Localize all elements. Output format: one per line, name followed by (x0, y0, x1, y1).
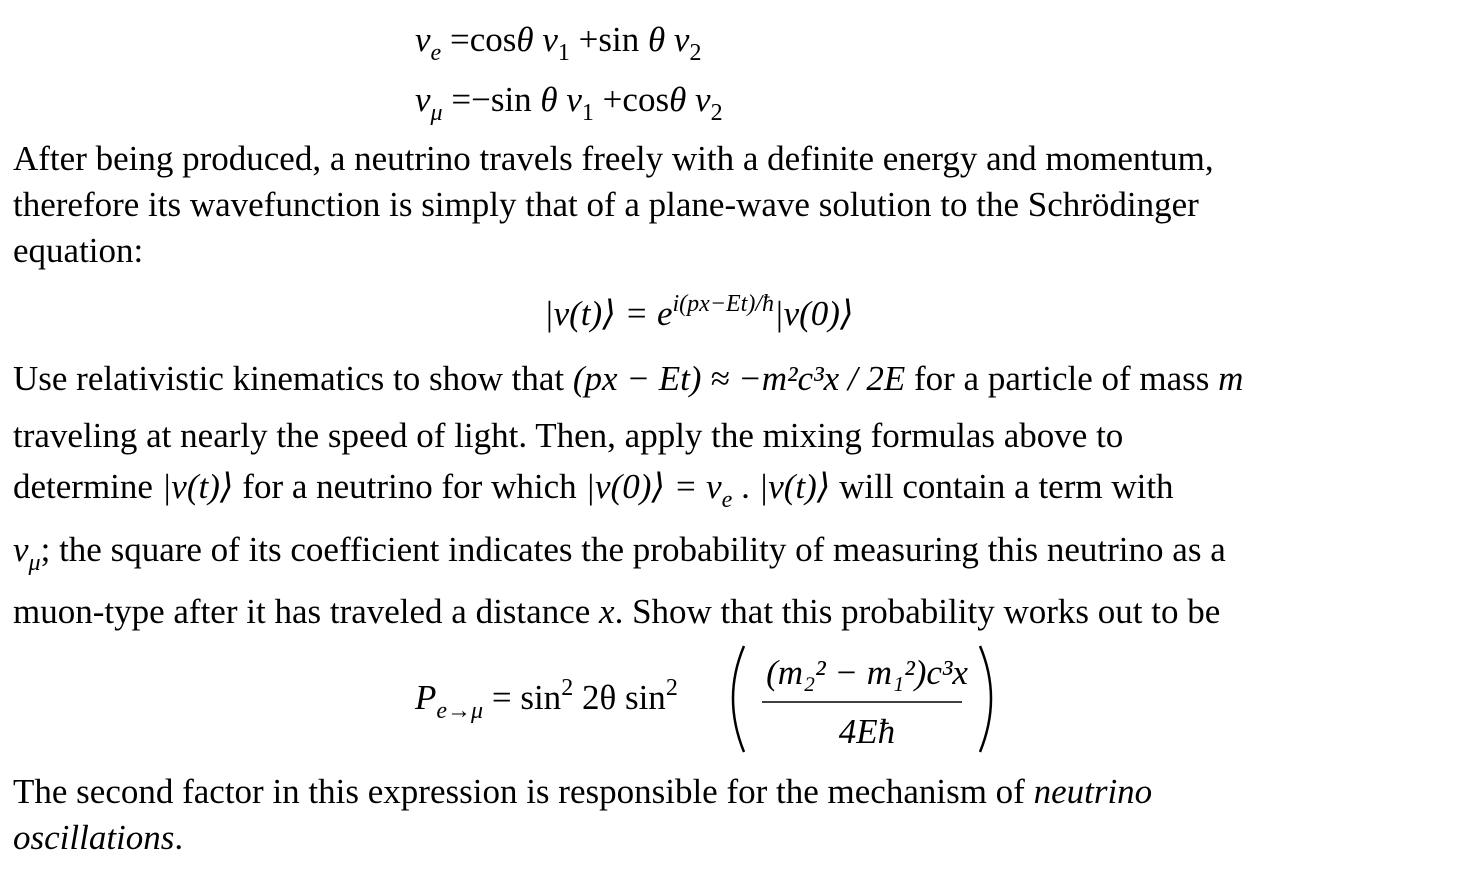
paragraph-1-line-1: After being produced, a neutrino travels freely with a definite energy and momentum, (13, 139, 1214, 178)
paragraph-2-line-2: traveling at nearly the speed of light. Then, apply the mixing formulas above to (13, 416, 1124, 455)
inline-math: (px − Et) ≈ −m²c³x / 2E (572, 359, 906, 398)
inline-math: |ν(t)⟩ (161, 467, 234, 506)
text-run: . (174, 818, 184, 857)
math-subscript: e→μ (436, 698, 484, 724)
math-text: |ν(0)⟩ (774, 294, 854, 333)
math-superscript: 2 (561, 675, 574, 701)
paragraph-2-line-5 (13, 594, 1220, 629)
math-symbol: θ (516, 20, 534, 59)
paragraph-3-line-2 (13, 820, 183, 855)
math-symbol: ν (542, 20, 558, 59)
inline-math: ν (13, 530, 29, 569)
paragraph-1-line-2: therefore its wavefunction is simply that of a plane-wave solution to the Schrödinger (13, 185, 1199, 224)
math-text: +sin (578, 20, 648, 59)
math-subscript: e (721, 487, 733, 513)
math-subscript: 1 (581, 100, 594, 126)
fraction-denominator: 4Eħ (838, 712, 896, 751)
text-run: . Show that this probability works out to be (614, 592, 1221, 631)
paragraph-1-line-3: equation: (13, 231, 144, 270)
equation-wavefunction (544, 291, 854, 333)
emphasis-text: neutrino (1033, 772, 1153, 811)
fraction-numerator: (m₂² − m₁²)c³x (766, 653, 968, 692)
inline-math: |ν(t)⟩ (758, 467, 831, 506)
math-symbol: θ (647, 20, 666, 59)
math-symbol: θ (669, 80, 687, 119)
text-run: determine (13, 467, 162, 506)
math-symbol: ν (415, 80, 431, 119)
text-run: Use relativistic kinematics to show that (13, 359, 573, 398)
equation-nu-e (415, 20, 702, 66)
text-run: The second factor in this expression is responsible for the mechanism of (13, 772, 1034, 811)
inline-math: x (599, 592, 615, 631)
paragraph-2-line-3 (13, 467, 1174, 513)
math-text: = sin (491, 678, 562, 717)
math-subscript: 1 (557, 40, 570, 66)
math-symbol: ν (695, 80, 711, 119)
math-subscript: μ (430, 100, 443, 126)
paragraph-3-line-1 (13, 774, 1152, 809)
text-run: . (732, 467, 759, 506)
math-text: |ν(t)⟩ = e (544, 294, 673, 333)
inline-math: m (1218, 359, 1244, 398)
text-run: for a particle of mass (905, 359, 1219, 398)
math-superscript: i(px−Et)/ħ (672, 291, 774, 317)
math-text: =−sin (451, 80, 541, 119)
math-text: +cos (602, 80, 670, 119)
math-symbol: ν (673, 20, 690, 59)
text-run: ; the square of its coefficient indicates the probability of measuring this neutrino as a (40, 530, 1226, 569)
emphasis-text: oscillations (13, 818, 175, 857)
math-subscript: μ (28, 550, 41, 576)
text-run: muon-type after it has traveled a distance (13, 592, 600, 631)
math-text: 2θ sin (573, 678, 666, 717)
math-superscript: 2 (665, 675, 678, 701)
math-symbol: θ (540, 80, 558, 119)
equation-probability (415, 675, 678, 724)
equation-nu-mu (415, 80, 723, 126)
math-symbol: P (415, 678, 437, 717)
math-symbol: ν (566, 80, 582, 119)
math-text: =cos (449, 20, 517, 59)
math-subscript: 2 (689, 40, 702, 66)
text-run: will contain a term with (830, 467, 1174, 506)
text-run: for a neutrino for which (233, 467, 586, 506)
math-subscript: 2 (710, 100, 723, 126)
paragraph-2-line-4 (13, 530, 1226, 576)
math-subscript: e (430, 40, 442, 66)
paragraph-2-line-1 (13, 361, 1243, 396)
inline-math: |ν(0)⟩ = ν (585, 467, 722, 506)
math-symbol: ν (415, 20, 431, 59)
